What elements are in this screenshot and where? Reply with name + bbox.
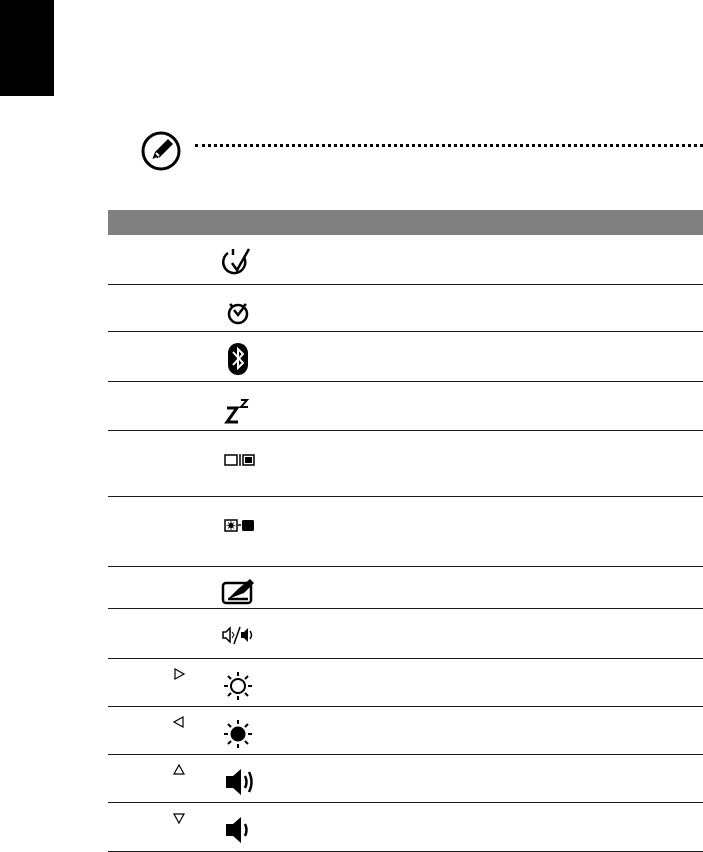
table-row xyxy=(108,497,703,567)
table-row xyxy=(108,382,703,431)
right-arrow-key-icon xyxy=(172,667,186,681)
language-side-tab xyxy=(0,0,54,96)
table-row xyxy=(108,567,703,609)
bluetooth-icon xyxy=(220,342,256,376)
volume-up-icon xyxy=(220,765,256,799)
system-property-icon xyxy=(220,295,256,329)
down-arrow-key-icon xyxy=(172,811,186,825)
speaker-toggle-icon xyxy=(220,619,256,653)
table-row xyxy=(108,235,703,285)
left-arrow-key-icon xyxy=(172,715,186,729)
hotkey-table xyxy=(108,210,703,852)
table-row xyxy=(108,609,703,659)
table-header xyxy=(108,210,703,235)
acer-empowering-icon xyxy=(220,245,256,279)
volume-down-icon xyxy=(220,813,256,847)
table-row xyxy=(108,285,703,332)
table-row xyxy=(108,659,703,707)
note-pencil-icon xyxy=(140,130,182,172)
up-arrow-key-icon xyxy=(172,763,186,777)
sleep-zz-icon xyxy=(220,392,256,426)
table-row xyxy=(108,707,703,755)
screen-blank-icon xyxy=(220,507,256,541)
table-row xyxy=(108,332,703,382)
table-row xyxy=(108,803,703,852)
display-toggle-icon xyxy=(220,441,256,475)
note-dotted-rule xyxy=(195,144,703,147)
table-row xyxy=(108,431,703,497)
table-row xyxy=(108,755,703,803)
brightness-down-icon xyxy=(220,717,256,751)
touchpad-toggle-icon xyxy=(220,577,256,611)
brightness-up-icon xyxy=(220,669,256,703)
